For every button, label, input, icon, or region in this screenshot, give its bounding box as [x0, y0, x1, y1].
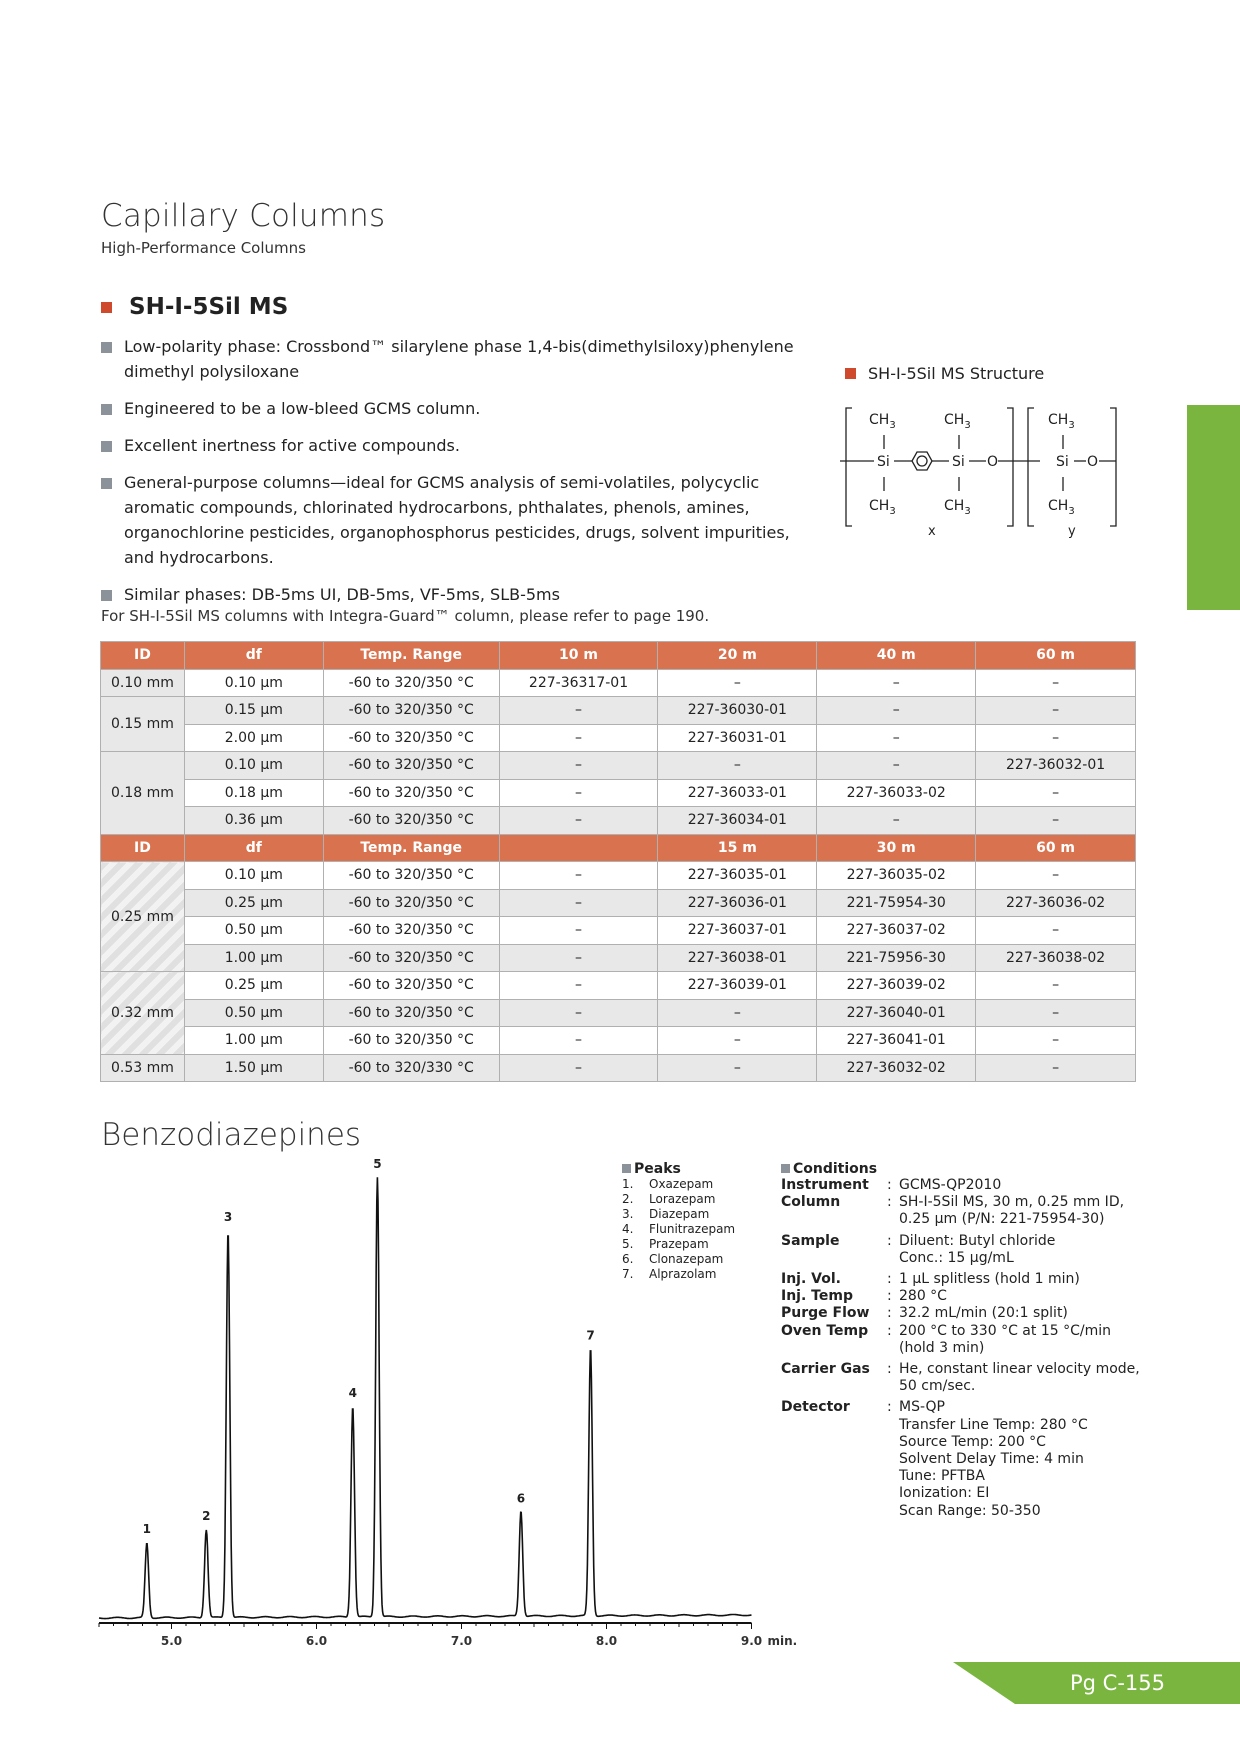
peak-legend-item: [622, 1237, 735, 1252]
condition-colon: :: [887, 1232, 892, 1249]
table-cell: -60 to 320/350 °C: [323, 1027, 499, 1055]
silicon-label: Si: [877, 454, 890, 470]
column-header: 30 m: [817, 834, 976, 862]
table-cell: –: [817, 752, 976, 780]
condition-value: [899, 1288, 1140, 1305]
oxygen-label: O: [987, 454, 999, 470]
column-header: 60 m: [976, 834, 1136, 862]
condition-row: [781, 1288, 1140, 1305]
table-row: [101, 807, 1136, 835]
table-cell: 0.10 µm: [184, 669, 323, 697]
peak-compound: Alprazolam: [649, 1267, 717, 1281]
condition-value: [899, 1305, 1140, 1322]
table-cell: 227-36030-01: [658, 697, 817, 725]
methyl-label: $CH_3$: [944, 498, 971, 517]
table-cell: 0.50 µm: [184, 917, 323, 945]
table-cell: -60 to 320/350 °C: [323, 972, 499, 1000]
peak-compound: Diazepam: [649, 1207, 710, 1221]
bullet-icon: [101, 342, 112, 353]
table-cell: 0.10 µm: [184, 862, 323, 890]
table-cell: –: [499, 972, 658, 1000]
peak-number: 1.: [622, 1177, 634, 1191]
condition-row: [781, 1395, 1140, 1519]
table-row: [101, 972, 1136, 1000]
table-cell: 227-36037-01: [658, 917, 817, 945]
table-row: [101, 1054, 1136, 1082]
peak-compound: Prazepam: [649, 1237, 709, 1251]
table-cell: –: [499, 779, 658, 807]
table-cell: –: [499, 697, 658, 725]
table-cell: –: [976, 697, 1136, 725]
condition-value-line: Diluent: Butyl chloride: [899, 1232, 1056, 1249]
peak-number: 4.: [622, 1222, 634, 1236]
repeat-x-label: x: [928, 524, 936, 539]
peaks-legend: Peaks 1. Oxazepam 2. Lorazepam 3. Diazepam 4. Flunitrazepam 5. Prazepam 6. Clonazepam 7. Alprazolam: [622, 1161, 736, 1281]
column-table: [100, 641, 1136, 1082]
condition-colon: :: [887, 1177, 892, 1193]
x-tick-label: 5.0: [160, 1634, 183, 1648]
table-cell: 1.50 µm: [184, 1054, 323, 1082]
table-cell: –: [658, 1054, 817, 1082]
peak-label: 4: [348, 1385, 357, 1400]
x-tick-label: 8.0: [595, 1634, 618, 1648]
table-cell: 227-36033-01: [658, 779, 817, 807]
table-cell: –: [976, 1054, 1136, 1082]
column-header: 60 m: [976, 642, 1136, 670]
condition-key: Instrument: [781, 1177, 869, 1193]
condition-row: [781, 1194, 1140, 1228]
table-cell: –: [976, 917, 1136, 945]
peak-legend-item: [622, 1177, 735, 1192]
feature-item: Engineered to be a low-bleed GCMS column.: [101, 396, 821, 421]
column-header: ID: [101, 642, 185, 670]
condition-value: [899, 1323, 1140, 1357]
table-cell: –: [499, 944, 658, 972]
table-cell: –: [499, 752, 658, 780]
table-cell: –: [976, 972, 1136, 1000]
condition-value-line: GCMS-QP2010: [899, 1177, 1002, 1193]
condition-value-line: SH-I-5Sil MS, 30 m, 0.25 mm ID,: [899, 1194, 1125, 1211]
table-cell: -60 to 320/350 °C: [323, 669, 499, 697]
id-cell: 0.32 mm: [101, 972, 185, 1055]
column-header: 40 m: [817, 642, 976, 670]
peak-number: 7.: [622, 1267, 634, 1281]
condition-colon: :: [887, 1361, 892, 1378]
condition-key: Inj. Vol.: [781, 1271, 841, 1288]
peak-legend-item: [622, 1252, 735, 1267]
peak-legend-item: [622, 1222, 735, 1237]
table-cell: -60 to 320/350 °C: [323, 779, 499, 807]
table-row: [101, 917, 1136, 945]
table-cell: –: [658, 669, 817, 697]
silicon-label: Si: [952, 454, 965, 470]
condition-value-line: 32.2 mL/min (20:1 split): [899, 1305, 1068, 1322]
condition-colon: :: [887, 1288, 892, 1305]
id-cell: 0.15 mm: [101, 697, 185, 752]
condition-value: [899, 1357, 1140, 1395]
bullet-icon: [781, 1164, 790, 1173]
conditions-panel: Conditions Instrument : GCMS-QP2010 Column : SH-I-5Sil MS, 30 m, 0.25 mm ID, 0.25 µm (P/N: 221-75954-30) Sample : Diluent: Butyl chloride Conc.: 15 µg/mL Inj. Vol. : 1 µL splitless (hold 1 min) Inj. Temp : 280 °C Purge Flow : 32.2 mL/min (20:1 split) Oven Temp : 200 °C to 330 °C at 15 °C/min (hold 3 min) Carrier Gas : He, constant linear velocity mode, 50 cm/sec. Detector : MS-QP Transfer Line Temp: 280 °C Source Temp: 200 °C Solvent Delay Time: 4 min Tune: PFTBA Ionization: EI Scan Range: 50-350: [781, 1161, 1140, 1519]
table-cell: 227-36032-01: [976, 752, 1136, 780]
table-cell: –: [499, 999, 658, 1027]
table-cell: -60 to 320/350 °C: [323, 752, 499, 780]
condition-row: [781, 1177, 1140, 1194]
table-cell: -60 to 320/350 °C: [323, 999, 499, 1027]
condition-value: [899, 1395, 1140, 1519]
chemical-structure: [840, 400, 1130, 545]
table-cell: -60 to 320/350 °C: [323, 917, 499, 945]
condition-value-line: He, constant linear velocity mode,: [899, 1361, 1140, 1378]
table-cell: –: [658, 999, 817, 1027]
column-header: df: [184, 834, 323, 862]
methyl-label: $CH_3$: [944, 412, 971, 431]
side-tab: [1187, 405, 1240, 610]
table-row: [101, 889, 1136, 917]
table-cell: 227-36031-01: [658, 724, 817, 752]
page-title: Capillary Columns: [101, 198, 386, 234]
bullet-icon: [622, 1164, 631, 1173]
table-cell: 221-75956-30: [817, 944, 976, 972]
oxygen-label: O: [1087, 454, 1099, 470]
table-cell: –: [658, 752, 817, 780]
peak-label: 3: [223, 1209, 233, 1224]
peak-compound: Lorazepam: [649, 1192, 716, 1206]
page-subtitle: High-Performance Columns: [101, 239, 306, 257]
bullet-icon: [101, 478, 112, 489]
table-cell: 227-36036-01: [658, 889, 817, 917]
benzodiazepines-title: Benzodiazepines: [101, 1117, 362, 1153]
peak-label: 7: [586, 1328, 595, 1343]
table-cell: –: [499, 889, 658, 917]
table-cell: –: [499, 807, 658, 835]
column-header: df: [184, 642, 323, 670]
table-cell: 227-36040-01: [817, 999, 976, 1027]
condition-value-line: 280 °C: [899, 1288, 947, 1305]
table-cell: –: [817, 669, 976, 697]
table-cell: 227-36034-01: [658, 807, 817, 835]
condition-colon: :: [887, 1194, 892, 1211]
peak-label: 6: [516, 1491, 526, 1506]
peak-number: 5.: [622, 1237, 634, 1251]
table-cell: 227-36036-02: [976, 889, 1136, 917]
id-cell: 0.53 mm: [101, 1054, 185, 1082]
condition-colon: :: [887, 1271, 892, 1288]
table-cell: 227-36039-01: [658, 972, 817, 1000]
table-cell: –: [976, 999, 1136, 1027]
table-cell: –: [976, 724, 1136, 752]
condition-key: Purge Flow: [781, 1305, 870, 1322]
table-cell: –: [817, 697, 976, 725]
table-cell: 0.36 µm: [184, 807, 323, 835]
peak-compound: Oxazepam: [649, 1177, 714, 1191]
condition-key: Inj. Temp: [781, 1288, 853, 1305]
column-header: [499, 834, 658, 862]
table-cell: 1.00 µm: [184, 944, 323, 972]
red-square-icon: [101, 302, 112, 313]
peak-legend-item: [622, 1192, 735, 1207]
condition-colon: :: [887, 1322, 892, 1339]
condition-key: Oven Temp: [781, 1322, 869, 1339]
conditions-table: [781, 1177, 1140, 1520]
methyl-label: $CH_3$: [1048, 412, 1075, 431]
table-cell: 2.00 µm: [184, 724, 323, 752]
condition-value: [899, 1177, 1140, 1194]
condition-key: Column: [781, 1194, 841, 1211]
table-cell: –: [976, 779, 1136, 807]
table-row: [101, 724, 1136, 752]
methyl-label: $CH_3$: [869, 412, 896, 431]
id-cell: 0.25 mm: [101, 862, 185, 972]
silicon-label: Si: [1056, 454, 1069, 470]
peak-legend-item: [622, 1267, 735, 1282]
peak-legend-item: [622, 1207, 735, 1222]
table-cell: -60 to 320/350 °C: [323, 807, 499, 835]
table-cell: 0.25 µm: [184, 889, 323, 917]
table-cell: 227-36041-01: [817, 1027, 976, 1055]
table-row: [101, 944, 1136, 972]
condition-value-line: (hold 3 min): [899, 1339, 985, 1356]
integra-guard-note: For SH-I-5Sil MS columns with Integra-Guard™ column, please refer to page 190.: [101, 607, 710, 625]
table-cell: –: [499, 1027, 658, 1055]
condition-key: Carrier Gas: [781, 1361, 870, 1378]
table-cell: 227-36038-02: [976, 944, 1136, 972]
table-row: [101, 779, 1136, 807]
table-cell: –: [976, 862, 1136, 890]
condition-row: [781, 1267, 1140, 1288]
condition-value-line: 1 µL splitless (hold 1 min): [899, 1271, 1080, 1288]
x-axis-unit: min.: [767, 1634, 798, 1648]
bullet-icon: [101, 404, 112, 415]
table-cell: 0.15 µm: [184, 697, 323, 725]
feature-item: Excellent inertness for active compounds.: [101, 433, 821, 458]
section-heading: [101, 294, 288, 320]
table-cell: –: [658, 1027, 817, 1055]
structure-heading: SH-I-5Sil MS Structure: [845, 364, 1044, 383]
feature-item: General-purpose columns—ideal for GCMS analysis of semi-volatiles, polycyclic aromatic compounds, chlorinated hydrocarbons, phthalates, phenols, amines, organochlorine pesticides, organophosphorus pesticides, drugs, solvent impurities, and hydrocarbons.: [101, 470, 821, 570]
x-tick-label: 6.0: [305, 1634, 328, 1648]
id-cell: 0.10 mm: [101, 669, 185, 697]
condition-value-line: 50 cm/sec.: [899, 1378, 976, 1395]
feature-list: [101, 334, 821, 619]
table-header-row: [101, 834, 1136, 862]
table-cell: 0.18 µm: [184, 779, 323, 807]
table-cell: 227-36035-02: [817, 862, 976, 890]
condition-colon: :: [887, 1305, 892, 1322]
table-cell: –: [499, 724, 658, 752]
column-header: ID: [101, 834, 185, 862]
table-cell: –: [817, 807, 976, 835]
condition-row: [781, 1229, 1140, 1267]
condition-value: [899, 1194, 1140, 1228]
table-cell: 227-36035-01: [658, 862, 817, 890]
repeat-y-label: y: [1068, 524, 1076, 539]
section-title: SH-I-5Sil MS: [129, 294, 289, 320]
table-cell: -60 to 320/350 °C: [323, 944, 499, 972]
id-cell: 0.18 mm: [101, 752, 185, 835]
peak-compound: Clonazepam: [649, 1252, 724, 1266]
methyl-label: $CH_3$: [869, 498, 896, 517]
condition-row: [781, 1357, 1140, 1395]
condition-colon: :: [887, 1399, 892, 1416]
table-cell: 227-36037-02: [817, 917, 976, 945]
condition-value-line: Transfer Line Temp: 280 °C: [899, 1416, 1088, 1433]
table-header-row: [101, 642, 1136, 670]
table-cell: –: [817, 724, 976, 752]
table-row: [101, 669, 1136, 697]
table-cell: 0.50 µm: [184, 999, 323, 1027]
table-cell: –: [499, 1054, 658, 1082]
peak-number: 6.: [622, 1252, 634, 1266]
condition-key: Detector: [781, 1399, 850, 1416]
column-header: 20 m: [658, 642, 817, 670]
peak-number: 2.: [622, 1192, 634, 1206]
condition-value-line: Source Temp: 200 °C: [899, 1433, 1046, 1450]
peak-number: 3.: [622, 1207, 634, 1221]
table-cell: 0.25 µm: [184, 972, 323, 1000]
table-cell: 227-36317-01: [499, 669, 658, 697]
table-row: [101, 862, 1136, 890]
condition-value-line: Scan Range: 50-350: [899, 1502, 1041, 1519]
peak-label: 1: [142, 1522, 152, 1537]
table-cell: 227-36032-02: [817, 1054, 976, 1082]
bullet-icon: [101, 441, 112, 452]
page-number: Pg C-155: [1070, 1671, 1165, 1695]
table-cell: –: [976, 807, 1136, 835]
feature-item: Low-polarity phase: Crossbond™ silarylene phase 1,4-bis(dimethylsiloxy)phenylene dimethyl polysiloxane: [101, 334, 821, 384]
table-cell: –: [976, 669, 1136, 697]
condition-value-line: 0.25 µm (P/N: 221-75954-30): [899, 1211, 1105, 1228]
table-cell: -60 to 320/350 °C: [323, 724, 499, 752]
condition-row: [781, 1305, 1140, 1322]
column-header: 10 m: [499, 642, 658, 670]
table-cell: –: [976, 1027, 1136, 1055]
table-row: [101, 697, 1136, 725]
condition-value: [899, 1267, 1140, 1288]
table-cell: 227-36039-02: [817, 972, 976, 1000]
condition-value-line: Conc.: 15 µg/mL: [899, 1249, 1014, 1266]
condition-value-line: Tune: PFTBA: [899, 1468, 985, 1485]
condition-value-line: 200 °C to 330 °C at 15 °C/min: [899, 1322, 1111, 1339]
feature-item: Similar phases: DB-5ms UI, DB-5ms, VF-5ms, SLB-5ms: [101, 582, 821, 607]
table-row: [101, 1027, 1136, 1055]
bullet-icon: [101, 590, 112, 601]
x-tick-label: 7.0: [450, 1634, 473, 1648]
condition-value-line: Ionization: EI: [899, 1485, 990, 1502]
peak-label: 5: [373, 1157, 382, 1171]
table-row: [101, 752, 1136, 780]
table-cell: -60 to 320/350 °C: [323, 697, 499, 725]
table-cell: –: [499, 917, 658, 945]
column-header: Temp. Range: [323, 642, 499, 670]
table-cell: 221-75954-30: [817, 889, 976, 917]
x-tick-label: 9.0: [740, 1634, 763, 1648]
table-cell: 0.10 µm: [184, 752, 323, 780]
table-cell: -60 to 320/350 °C: [323, 862, 499, 890]
table-cell: –: [499, 862, 658, 890]
peak-compound: Flunitrazepam: [649, 1222, 736, 1236]
condition-row: [781, 1323, 1140, 1357]
red-square-icon: [845, 368, 856, 379]
condition-value-line: MS-QP: [899, 1399, 945, 1416]
condition-key: Sample: [781, 1232, 840, 1249]
table-cell: 227-36033-02: [817, 779, 976, 807]
peak-label: 2: [202, 1509, 211, 1523]
table-cell: -60 to 320/330 °C: [323, 1054, 499, 1082]
condition-value: [899, 1229, 1140, 1267]
column-header: Temp. Range: [323, 834, 499, 862]
table-cell: 227-36038-01: [658, 944, 817, 972]
methyl-label: $CH_3$: [1048, 498, 1075, 517]
peaks-list: [622, 1177, 735, 1282]
table-row: [101, 999, 1136, 1027]
table-cell: 1.00 µm: [184, 1027, 323, 1055]
table-cell: -60 to 320/350 °C: [323, 889, 499, 917]
column-header: 15 m: [658, 834, 817, 862]
condition-value-line: Solvent Delay Time: 4 min: [899, 1451, 1084, 1468]
